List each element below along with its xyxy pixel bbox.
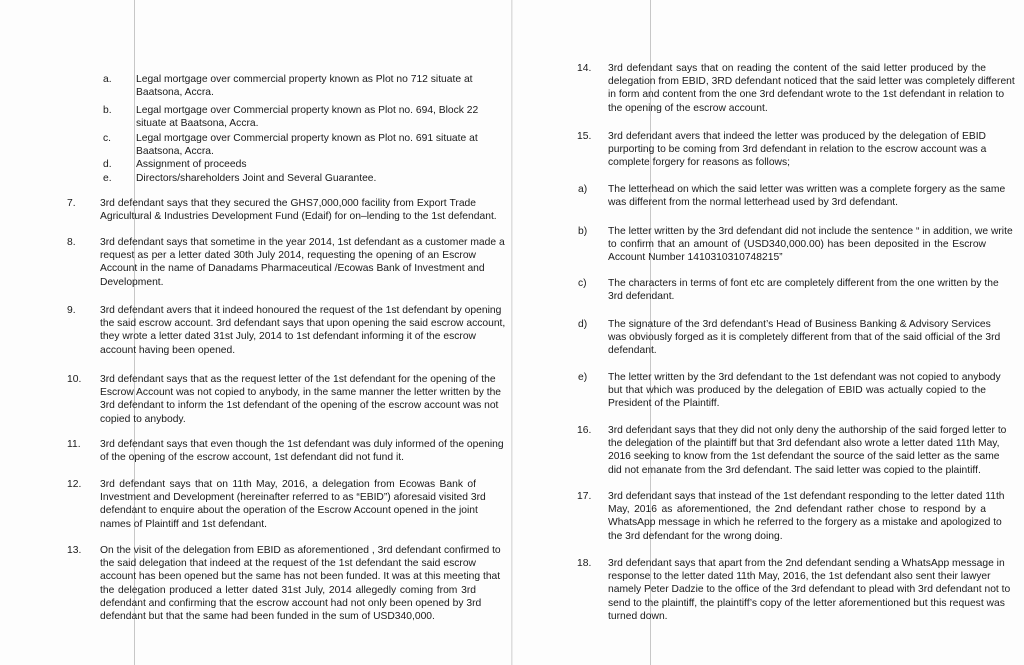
list-item-number: d. — [103, 159, 112, 170]
paragraph-number: 7. — [67, 198, 76, 209]
list-item-number: b. — [103, 105, 112, 116]
paragraph-line: 3rd defendant says that even though the 1st defendant was duly informed of the opening — [100, 439, 504, 450]
paragraph-number: 13. — [67, 545, 82, 556]
paragraph-line: On the visit of the delegation from EBID as aforementioned , 3rd defendant confirmed to — [100, 545, 501, 556]
sub-item-line: to confirm that an amount of (USD340,000.00) has been deposited in the Escrow — [608, 239, 986, 251]
paragraph-line: purporting to be coming from 3rd defendant in relation to the escrow account was a — [608, 144, 987, 156]
paragraph-line: Investment and Development (hereinafter referred to as “EBID”) aforesaid visited 3rd — [100, 492, 486, 504]
paragraph-line: 3rd defendant says that on reading the content of the said letter produced by the — [608, 63, 986, 74]
sub-item-line: The characters in terms of font etc are completely different from the one written by the — [608, 278, 999, 289]
paragraph-number: 12. — [67, 479, 82, 490]
paragraph-line: Development. — [100, 276, 164, 288]
paragraph-line: account having been opened. — [100, 344, 236, 356]
sub-item-text — [608, 318, 1001, 358]
list-item-line: Baatsona, Accra. — [136, 87, 214, 99]
list-item-text — [136, 158, 476, 171]
paragraph-line: response to the letter dated 11th May, 2016, the 1st defendant also sent their lawyer — [608, 571, 991, 583]
sub-item-number: c) — [578, 278, 587, 289]
paragraph-line: 3rd defendant says that sometime in the year 2014, 1st defendant as a customer made a — [100, 237, 505, 248]
paragraph-number: 10. — [67, 374, 82, 385]
paragraph-line: names of Plaintiff and 1st defendant. — [100, 518, 267, 530]
paragraph-number: 15. — [577, 131, 592, 142]
sub-item-line: The signature of the 3rd defendant’s Head of Business Banking & Advisory Services — [608, 319, 991, 330]
paragraph-line: turned down. — [608, 610, 668, 622]
sub-item-line: but that which was produced by the delegation of EBID was actually copied to the — [608, 385, 986, 397]
sub-item-text — [608, 183, 1006, 209]
list-item-text — [136, 172, 476, 185]
paragraph-text — [608, 490, 1005, 543]
sub-item-line: was different from the normal letterhead used by 3rd defendant. — [608, 197, 899, 209]
paragraph-line: 3rd defendant avers that it indeed honoured the request of the 1st defendant by opening — [100, 305, 502, 316]
sub-item-line: President of the Plaintiff. — [608, 398, 720, 410]
paragraph-line: the said escrow account. 3rd defendant says that upon opening the said escrow account, — [100, 318, 506, 330]
sub-item-number: e) — [578, 372, 588, 383]
paragraph-number: 18. — [577, 558, 592, 569]
paragraph-line: account has been opened but the same has not been funded. It was at this meeting that — [100, 571, 501, 583]
list-item-text — [136, 73, 476, 99]
paragraph-line: 3rd defendant says that on 11th May, 2016, a delegation from Ecowas Bank of — [100, 479, 476, 490]
paragraph-line: Account in the name of Danadams Pharmaceutical /Ecowas Bank of Investment and — [100, 263, 485, 275]
paragraph-line: of the opening of the escrow account, 1st defendant did not fund it. — [100, 452, 404, 464]
paragraph-line: the 3rd defendant for the wrong doing. — [608, 530, 783, 542]
paragraph-text — [100, 304, 506, 357]
list-item-line: Legal mortgage over Commercial property known as Plot no. 694, Block 22 — [136, 105, 479, 116]
paragraph-line: 3rd defendant says that they secured the GHS7,000,000 facility from Export Trade — [100, 198, 476, 209]
paragraph-line: in form and content from the one 3rd defendant wrote to the 1st defendant in relation to — [608, 89, 1005, 101]
paragraph-text — [100, 236, 505, 289]
paragraph-line: Escrow Account was not copied to anybody, in the same manner the letter written by the — [100, 387, 502, 399]
sub-item-line: 3rd defendant. — [608, 291, 675, 303]
paragraph-line: the delegation produced a letter dated 31st July, 2014 allegedly coming from 3rd — [100, 584, 476, 596]
list-item-text — [136, 132, 476, 158]
paragraph-text — [608, 557, 1011, 623]
paragraph-line: defendant to enquire about the operation of the Escrow Account opened in the joint — [100, 505, 478, 517]
paragraph-number: 8. — [67, 237, 76, 248]
sub-item-number: b) — [578, 226, 588, 237]
list-item-line: Assignment of proceeds — [136, 159, 247, 170]
paragraph-line: 3rd defendant says that instead of the 1st defendant responding to the letter dated 11th — [608, 491, 1005, 502]
sub-item-text — [608, 371, 1001, 411]
paragraph-line: 2016 seeking to know from the 1st defendant the source of the said letter as the same — [608, 451, 1000, 463]
list-item-line: Baatsona, Accra. — [136, 146, 214, 158]
sub-item-line: was obviously forged as it is completely different from that of the said official of the 3rd — [608, 332, 1001, 344]
paragraph-line: 3rd defendant says that as the request letter of the 1st defendant for the opening of the — [100, 374, 496, 385]
paragraph-line: the opening of the escrow account. — [608, 102, 768, 114]
sub-item-line: defendant. — [608, 345, 657, 357]
list-item-line: Directors/shareholders Joint and Several Guarantee. — [136, 173, 377, 184]
sub-item-text — [608, 277, 999, 303]
paragraph-line: 3rd defendant says that they did not only deny the authorship of the said forged letter to — [608, 425, 1007, 436]
paragraph-number: 9. — [67, 305, 76, 316]
list-item-text — [136, 104, 479, 130]
paragraph-line: copied to anybody. — [100, 413, 186, 425]
paragraph-line: they wrote a letter dated 31st July, 2014 to 1st defendant informing it of the escrow — [100, 331, 476, 343]
paragraph-line: the said delegation that indeed at the request of the 1st defendant the said escrow — [100, 558, 476, 570]
page-fold — [511, 0, 513, 665]
list-item-line: Legal mortgage over commercial property known as Plot no 712 situate at — [136, 74, 473, 85]
paragraph-line: May, 2016 as aforementioned, the 2nd defendant rather chose to respond by a — [608, 504, 986, 516]
sub-item-line: Account Number 1410310310748215” — [608, 252, 783, 264]
paragraph-text — [100, 544, 501, 623]
paragraph-line: 3rd defendant avers that indeed the letter was produced by the delegation of EBID — [608, 131, 986, 142]
sub-item-line: The letter written by the 3rd defendant did not include the sentence “ in addition, we write — [608, 226, 1013, 237]
sub-item-text — [608, 225, 1013, 265]
paragraph-number: 11. — [67, 439, 81, 450]
paragraph-line: request as per a letter dated 30th July 2014, requesting the opening of an Escrow — [100, 250, 476, 262]
paragraph-text — [100, 438, 504, 464]
paragraph-line: defendant and confirming that the escrow account had not only been opened by 3rd — [100, 597, 482, 609]
paragraph-number: 14. — [577, 63, 592, 74]
sub-item-number: d) — [578, 319, 588, 330]
paragraph-text — [100, 373, 502, 426]
paragraph-text — [608, 424, 1007, 477]
paragraph-line: complete forgery for reasons as follows; — [608, 157, 790, 169]
list-item-number: a. — [103, 74, 112, 85]
paragraph-text — [100, 478, 486, 531]
paragraph-line: WhatsApp message in which he referred to the forgery as a mistake and apologized to — [608, 517, 1002, 529]
paragraph-text — [100, 197, 497, 223]
paragraph-line: 3rd defendant to inform the 1st defendant of the opening of the escrow account was not — [100, 400, 499, 412]
paragraph-line: namely Peter Dadzie to the office of the 3rd defendant to plead with 3rd defendant not to — [608, 584, 1011, 596]
paragraph-line: delegation from EBID, 3RD defendant noticed that the said letter was completely different — [608, 76, 1015, 88]
paragraph-line: send to the plaintiff, the plaintiff’s copy of the letter aforementioned but this request was — [608, 597, 1005, 609]
list-item-number: c. — [103, 133, 112, 144]
sub-item-line: The letterhead on which the said letter was written was a complete forgery as the same — [608, 184, 1006, 195]
sub-item-line: The letter written by the 3rd defendant to the 1st defendant was not copied to anybody — [608, 372, 1001, 383]
paragraph-line: Agricultural & Industries Development Fund (Edaif) for on–lending to the 1st defendant. — [100, 211, 497, 223]
paragraph-text — [608, 130, 986, 170]
list-item-line: situate at Baatsona, Accra. — [136, 118, 259, 130]
paragraph-line: 3rd defendant says that apart from the 2nd defendant sending a WhatsApp message in — [608, 558, 1005, 569]
list-item-number: e. — [103, 173, 112, 184]
paragraph-number: 17. — [577, 491, 592, 502]
paragraph-number: 16. — [577, 425, 592, 436]
list-item-line: Legal mortgage over Commercial property known as Plot no. 691 situate at — [136, 133, 478, 144]
paragraph-text — [608, 62, 1015, 115]
sub-item-number: a) — [578, 184, 588, 195]
paragraph-line: defendant but that the same had been funded in the sum of USD340,000. — [100, 611, 435, 623]
paragraph-line: did not emanate from the 3rd defendant. The said letter was copied to the plaintiff. — [608, 464, 981, 476]
paragraph-line: the delegation of the plaintiff but that 3rd defendant also wrote a letter dated 11th May, — [608, 438, 1000, 450]
